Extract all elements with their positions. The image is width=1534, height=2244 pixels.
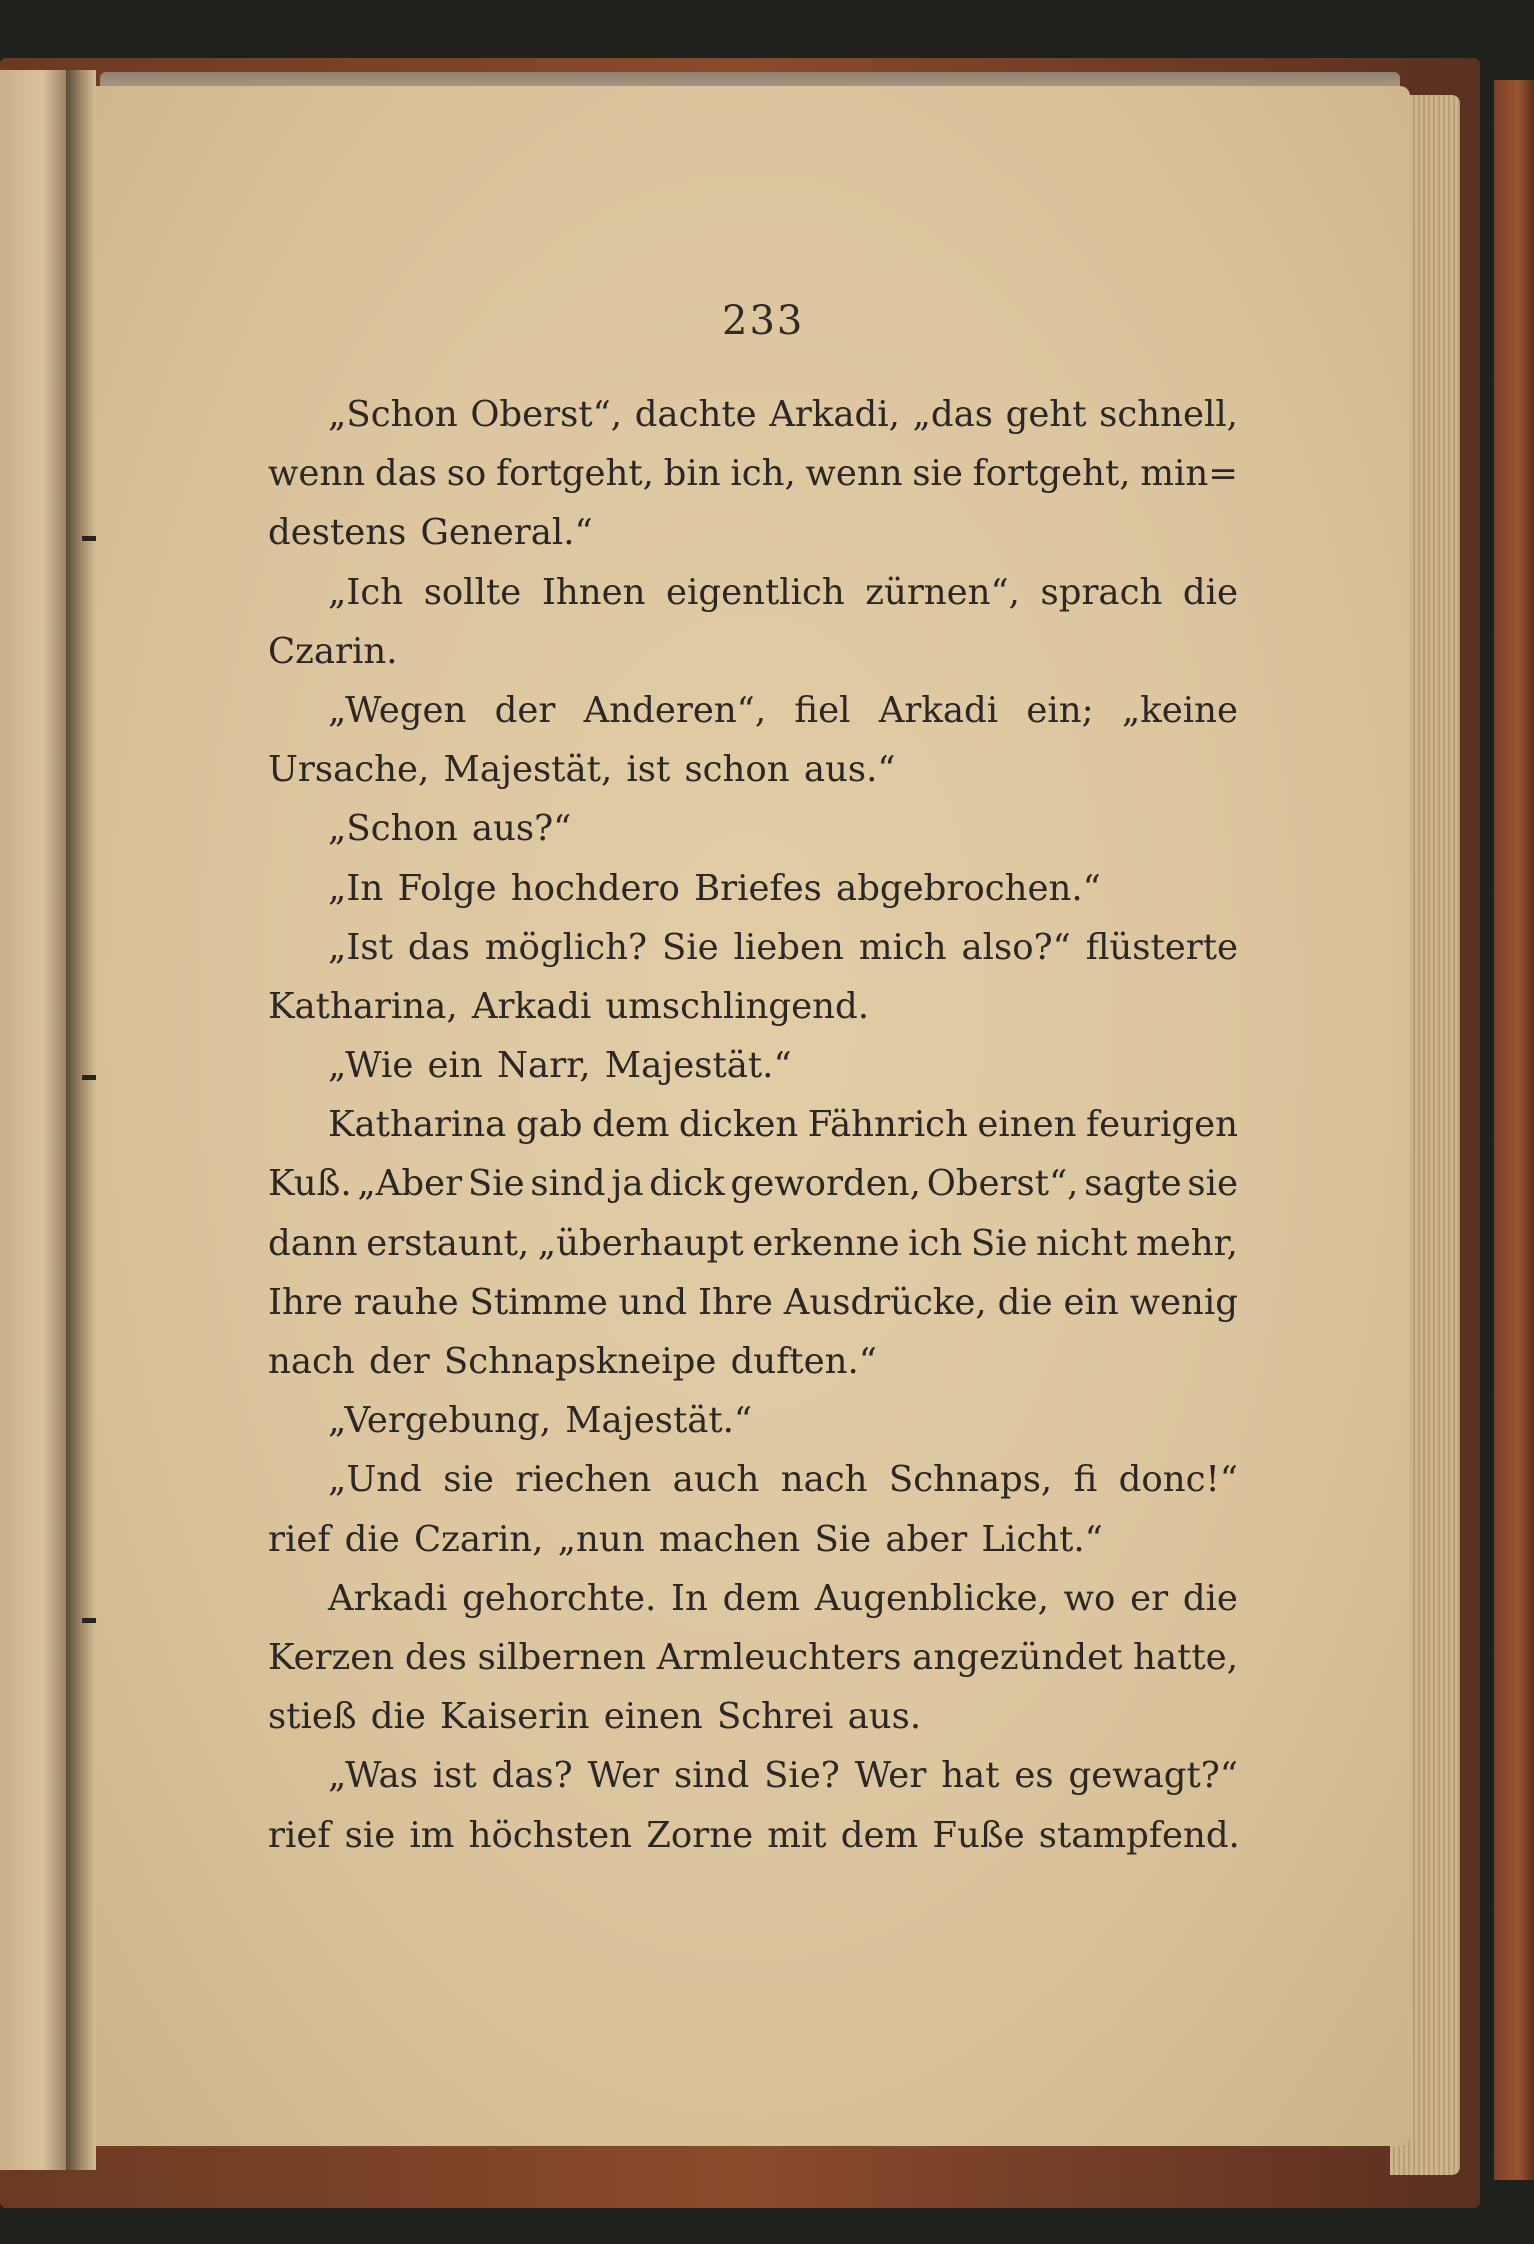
word: so bbox=[446, 453, 487, 495]
word: aus. bbox=[847, 1696, 922, 1738]
word: abgebrochen.“ bbox=[836, 867, 1101, 909]
word: „Aber bbox=[357, 1163, 463, 1205]
word: Fuße bbox=[932, 1814, 1025, 1856]
word: Kuß. bbox=[268, 1163, 352, 1205]
word: „Ist bbox=[328, 926, 393, 968]
text-line bbox=[268, 799, 1238, 858]
word: der bbox=[368, 1341, 430, 1382]
word: dick bbox=[649, 1163, 725, 1205]
word: „nun bbox=[557, 1518, 645, 1560]
word: rauhe bbox=[353, 1281, 459, 1323]
word: nach bbox=[780, 1459, 868, 1501]
word: sie bbox=[912, 453, 963, 495]
word: erstaunt, bbox=[366, 1222, 530, 1264]
word: „Schon bbox=[328, 394, 458, 435]
word: Czarin, bbox=[413, 1518, 544, 1560]
word: Majestät.“ bbox=[604, 1045, 792, 1087]
word: im bbox=[409, 1814, 455, 1856]
word: schnell, bbox=[1099, 394, 1238, 435]
text-line bbox=[268, 740, 1238, 799]
text-line bbox=[268, 1450, 1238, 1509]
word: bin bbox=[663, 453, 721, 495]
word: „Was bbox=[328, 1755, 418, 1797]
text-line bbox=[268, 622, 1238, 681]
word: ich, bbox=[730, 453, 796, 495]
word: rief bbox=[268, 1518, 331, 1560]
word: min= bbox=[1140, 453, 1238, 495]
word: Arkadi bbox=[328, 1577, 448, 1619]
word: flüsterte bbox=[1085, 926, 1238, 968]
word: erkenne bbox=[752, 1222, 900, 1264]
word: Fähnrich bbox=[807, 1104, 968, 1146]
word: feurigen bbox=[1086, 1104, 1238, 1146]
word: sie bbox=[344, 1814, 396, 1856]
word: Zorne bbox=[646, 1814, 754, 1856]
word: ja bbox=[611, 1163, 644, 1205]
word: Kerzen bbox=[268, 1636, 395, 1678]
word: „keine bbox=[1121, 689, 1238, 731]
margin-mark bbox=[82, 536, 96, 541]
word: mit bbox=[767, 1814, 827, 1856]
text-line bbox=[268, 859, 1238, 918]
word: stieß bbox=[268, 1696, 357, 1738]
word: Ihre bbox=[268, 1281, 343, 1323]
word: Majestät, bbox=[443, 749, 613, 791]
word: angezündet bbox=[912, 1636, 1123, 1678]
text-line bbox=[268, 1273, 1238, 1332]
word: aus?“ bbox=[471, 808, 572, 850]
word: sagte bbox=[1084, 1163, 1182, 1205]
word: Ihnen bbox=[541, 571, 646, 613]
word: riechen bbox=[515, 1459, 652, 1501]
word: sie bbox=[1187, 1163, 1238, 1205]
word: des bbox=[404, 1636, 467, 1678]
word: duften.“ bbox=[730, 1341, 877, 1382]
text-line bbox=[268, 1687, 1238, 1746]
word: „überhaupt bbox=[537, 1222, 744, 1264]
word: wenig bbox=[1129, 1281, 1238, 1323]
word: fi bbox=[1073, 1459, 1098, 1501]
left-page-edge bbox=[0, 70, 72, 2170]
word: Arkadi bbox=[878, 689, 999, 731]
word: Sie bbox=[661, 926, 719, 968]
word: Oberst“, bbox=[470, 394, 623, 435]
word: ein bbox=[427, 1045, 483, 1087]
word: Sie bbox=[467, 1163, 525, 1205]
word: Kaiserin bbox=[440, 1696, 590, 1738]
text-line bbox=[268, 977, 1238, 1036]
text-line bbox=[268, 1806, 1238, 1865]
text-line bbox=[268, 1628, 1238, 1687]
text-line bbox=[268, 1746, 1238, 1805]
text-line bbox=[268, 1391, 1238, 1450]
word: wo bbox=[1063, 1577, 1116, 1619]
word: „Vergebung, bbox=[328, 1400, 552, 1442]
text-line bbox=[268, 1154, 1238, 1213]
text-line bbox=[268, 1332, 1238, 1391]
word: Schrei bbox=[716, 1696, 834, 1738]
word: hatte, bbox=[1133, 1636, 1238, 1678]
word: silbernen bbox=[477, 1636, 646, 1678]
text-line bbox=[268, 681, 1238, 740]
word: die bbox=[997, 1281, 1053, 1323]
word: fortgeht, bbox=[972, 453, 1131, 495]
word: aus.“ bbox=[803, 749, 896, 791]
word: gehorchte. bbox=[462, 1577, 657, 1619]
text-line bbox=[268, 444, 1238, 503]
margin-mark bbox=[82, 1075, 96, 1080]
word: Folge bbox=[397, 867, 497, 909]
word: Ursache, bbox=[268, 749, 430, 791]
word: Anderen“, bbox=[583, 689, 767, 731]
text-line bbox=[268, 503, 1238, 562]
word: einen bbox=[977, 1104, 1077, 1146]
text-line bbox=[268, 1510, 1238, 1569]
word: sind bbox=[674, 1755, 750, 1797]
book-gutter bbox=[66, 70, 96, 2170]
cover-edge bbox=[1494, 80, 1534, 2180]
word: Wer bbox=[854, 1755, 927, 1797]
word: einen bbox=[603, 1696, 703, 1738]
word: dachte bbox=[634, 394, 757, 435]
word: die bbox=[1182, 571, 1238, 613]
word: Sie bbox=[814, 1518, 872, 1560]
word: Katharina bbox=[328, 1104, 507, 1146]
word: Wer bbox=[587, 1755, 660, 1797]
word: das? bbox=[491, 1755, 573, 1797]
word: Schnaps, bbox=[888, 1459, 1053, 1501]
word: „Und bbox=[328, 1459, 422, 1501]
word: nicht bbox=[1036, 1222, 1128, 1264]
word: ein; bbox=[1026, 689, 1094, 731]
word: das bbox=[407, 926, 470, 968]
word: und bbox=[618, 1281, 688, 1323]
word: sind bbox=[530, 1163, 606, 1205]
word: „Schon bbox=[328, 808, 458, 850]
word: schon bbox=[684, 749, 790, 791]
body-text bbox=[268, 385, 1238, 1865]
word: das bbox=[374, 453, 437, 495]
word: geworden, bbox=[730, 1163, 921, 1205]
word: wenn bbox=[805, 453, 903, 495]
word: gewagt?“ bbox=[1068, 1755, 1238, 1797]
word: sprach bbox=[1040, 571, 1163, 613]
word: mehr, bbox=[1136, 1222, 1238, 1264]
word: General.“ bbox=[420, 512, 593, 554]
word: dem bbox=[840, 1814, 919, 1856]
word: höchsten bbox=[468, 1814, 633, 1856]
word: Oberst“, bbox=[926, 1163, 1079, 1205]
word: hochdero bbox=[510, 867, 680, 909]
word: aber bbox=[885, 1518, 968, 1560]
word: der bbox=[494, 689, 556, 731]
word: Arkadi bbox=[471, 985, 592, 1027]
word: In bbox=[671, 1577, 708, 1619]
word: „das bbox=[912, 394, 994, 435]
word: fiel bbox=[794, 689, 851, 731]
word: ist bbox=[432, 1755, 477, 1797]
word: er bbox=[1130, 1577, 1169, 1619]
word: „Ich bbox=[328, 571, 404, 613]
text-line bbox=[268, 918, 1238, 977]
word: auch bbox=[672, 1459, 760, 1501]
word: die bbox=[1182, 1577, 1238, 1619]
word: also?“ bbox=[961, 926, 1071, 968]
text-line bbox=[268, 1036, 1238, 1095]
text-line bbox=[268, 1214, 1238, 1273]
word: Narr, bbox=[496, 1045, 591, 1087]
text-line bbox=[268, 563, 1238, 622]
word: stampfend. bbox=[1038, 1814, 1240, 1856]
word: Sie bbox=[970, 1222, 1028, 1264]
word: nach bbox=[268, 1341, 355, 1382]
word: mich bbox=[858, 926, 947, 968]
word: „Wie bbox=[328, 1045, 414, 1087]
word: rief bbox=[268, 1814, 331, 1856]
word: ist bbox=[626, 749, 671, 791]
word: dem bbox=[591, 1104, 670, 1146]
word: Arkadi, bbox=[769, 394, 900, 435]
word: Majestät.“ bbox=[565, 1400, 753, 1442]
word: Czarin. bbox=[268, 630, 398, 672]
word: „Wegen bbox=[328, 689, 467, 731]
word: Katharina, bbox=[268, 985, 458, 1027]
word: Schnapskneipe bbox=[443, 1341, 717, 1382]
word: Licht.“ bbox=[981, 1518, 1103, 1560]
word: ich bbox=[908, 1222, 963, 1264]
word: machen bbox=[658, 1518, 801, 1560]
word: Augenblicke, bbox=[814, 1577, 1049, 1619]
word: lieben bbox=[733, 926, 844, 968]
margin-mark bbox=[82, 1618, 96, 1623]
word: sollte bbox=[423, 571, 522, 613]
word: dem bbox=[722, 1577, 801, 1619]
word: Ihre bbox=[697, 1281, 773, 1323]
word: dicken bbox=[678, 1104, 799, 1146]
word: fortgeht, bbox=[496, 453, 654, 495]
word: hat bbox=[941, 1755, 1000, 1797]
word: donc!“ bbox=[1118, 1459, 1238, 1501]
word: dann bbox=[268, 1222, 358, 1264]
word: „In bbox=[328, 867, 384, 909]
word: umschlingend. bbox=[605, 985, 870, 1027]
word: zürnen“, bbox=[865, 571, 1020, 613]
word: Ausdrücke, bbox=[783, 1281, 987, 1323]
word: möglich? bbox=[484, 926, 648, 968]
word: ein bbox=[1063, 1281, 1119, 1323]
word: Sie? bbox=[764, 1755, 840, 1797]
word: die bbox=[370, 1696, 426, 1738]
word: Armleuchters bbox=[656, 1636, 902, 1678]
word: sie bbox=[443, 1459, 494, 1501]
page-number: 233 bbox=[722, 298, 805, 344]
word: Stimme bbox=[469, 1281, 608, 1323]
text-line bbox=[268, 1095, 1238, 1154]
word: geht bbox=[1005, 394, 1087, 435]
word: die bbox=[344, 1518, 400, 1560]
word: es bbox=[1014, 1755, 1054, 1797]
word: destens bbox=[268, 512, 407, 554]
word: gab bbox=[515, 1104, 583, 1146]
word: eigentlich bbox=[666, 571, 845, 613]
word: wenn bbox=[268, 453, 366, 495]
text-line bbox=[268, 385, 1238, 444]
word: Briefes bbox=[694, 867, 822, 909]
text-line bbox=[268, 1569, 1238, 1628]
